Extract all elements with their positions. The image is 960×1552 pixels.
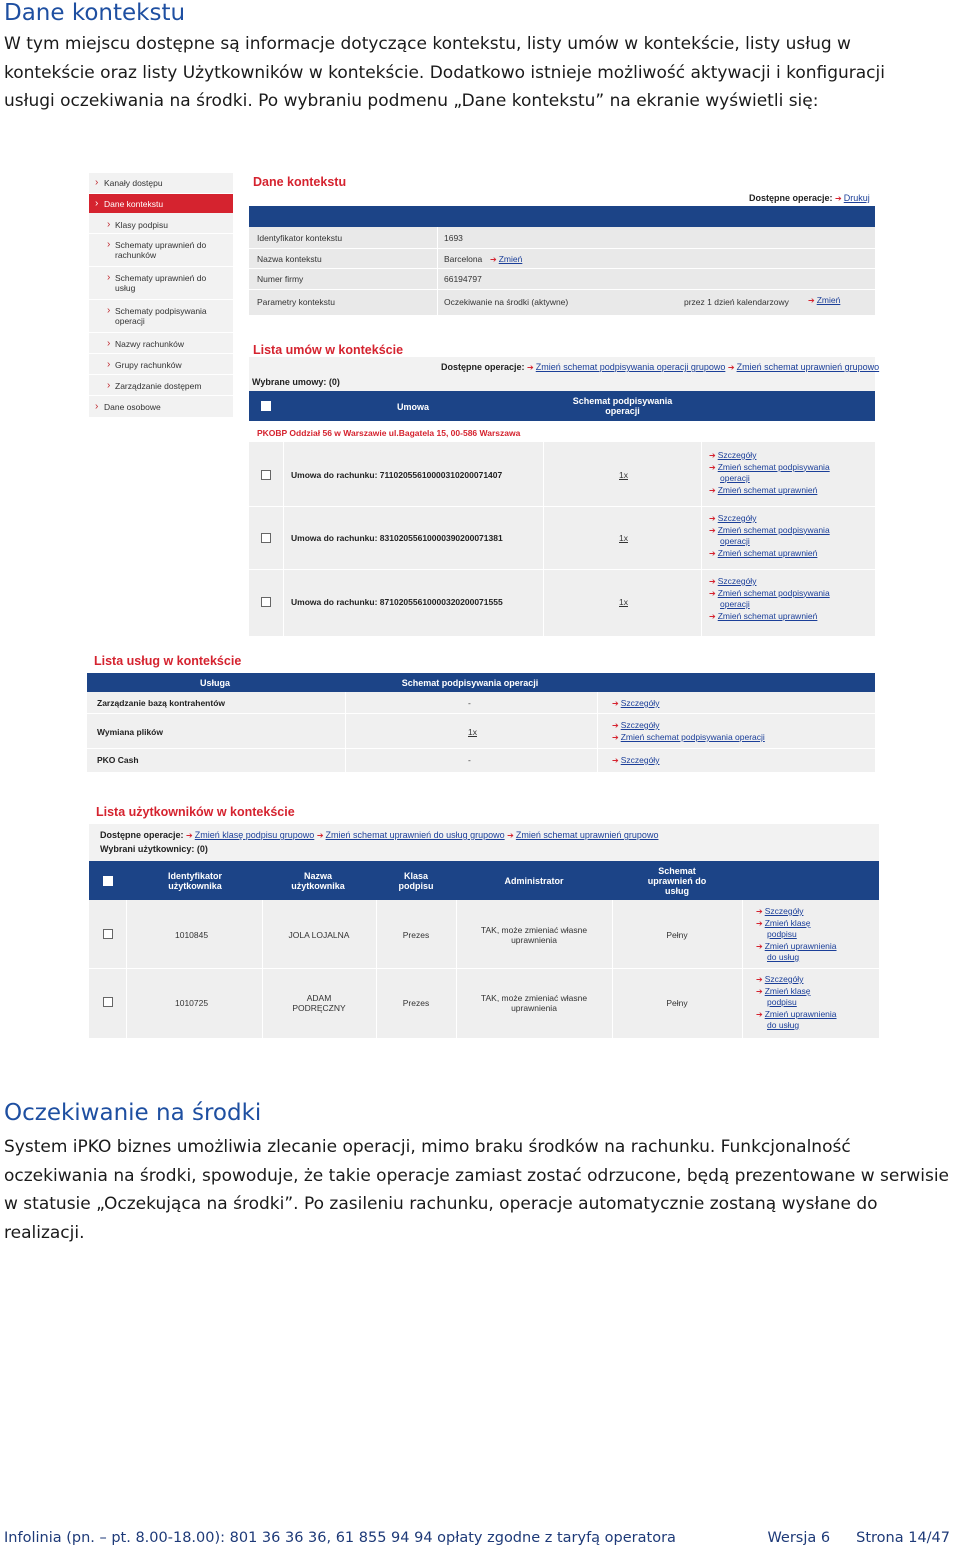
details-link[interactable] bbox=[756, 906, 837, 918]
arrow-icon: ➔ bbox=[316, 831, 324, 840]
arrow-icon: ➔ bbox=[756, 986, 763, 996]
col-header-line: Klasa bbox=[403, 871, 429, 881]
col-header-line: Schemat bbox=[658, 866, 696, 876]
divider bbox=[701, 442, 702, 636]
context-ops bbox=[749, 193, 870, 203]
link-continuation[interactable] bbox=[709, 599, 830, 611]
user-admin bbox=[456, 925, 612, 945]
sidebar-item-schematy-uslug[interactable]: › Schematy uprawnień do usług bbox=[89, 273, 224, 293]
divider bbox=[89, 299, 233, 300]
change-perm-link[interactable] bbox=[709, 611, 830, 623]
arrow-icon: ➔ bbox=[808, 296, 815, 305]
col-header bbox=[130, 871, 260, 891]
details-link[interactable] bbox=[612, 698, 659, 708]
user-class: Prezes bbox=[402, 930, 430, 940]
row-checkbox[interactable] bbox=[261, 597, 271, 607]
service-schema[interactable]: 1x bbox=[468, 727, 477, 737]
divider bbox=[87, 713, 875, 714]
context-title: Dane kontekstu bbox=[253, 175, 347, 189]
change-perm-link[interactable] bbox=[709, 485, 830, 497]
select-all-checkbox[interactable] bbox=[103, 876, 113, 886]
change-sign-link[interactable] bbox=[709, 588, 830, 600]
intro-line: kontekście oraz listy Użytkowników w kontekście. Dodatkowo istnieje możliwość aktywacji i konfiguracji bbox=[4, 62, 885, 83]
arrow-icon: ➔ bbox=[709, 611, 716, 621]
row-checkbox[interactable] bbox=[261, 470, 271, 480]
arrow-icon: ➔ bbox=[612, 733, 619, 742]
ops-label: Dostępne operacje: bbox=[100, 830, 184, 840]
divider bbox=[345, 692, 346, 772]
change-sign-link[interactable] bbox=[612, 732, 765, 742]
col-header: Schemat podpisywania operacji bbox=[401, 678, 539, 688]
context-label: Nazwa kontekstu bbox=[257, 254, 322, 264]
arrow-icon: ➔ bbox=[709, 548, 716, 558]
contract-name: Umowa do rachunku: 83102055610000390200071381 bbox=[291, 533, 503, 543]
users-title: Lista użytkowników w kontekście bbox=[96, 805, 295, 819]
link-text[interactable]: podpisu bbox=[767, 997, 797, 1007]
service-schema: - bbox=[468, 698, 471, 708]
row-actions bbox=[709, 450, 830, 496]
divider bbox=[249, 248, 875, 249]
arrow-icon: ➔ bbox=[709, 451, 716, 460]
change-params-link[interactable] bbox=[808, 295, 840, 305]
arrow-icon: ➔ bbox=[527, 363, 534, 372]
context-value: Oczekiwanie na środki (aktywne) bbox=[444, 297, 569, 307]
change-class-link[interactable] bbox=[756, 918, 837, 930]
change-name-link[interactable] bbox=[490, 254, 522, 264]
arrow-icon: ➔ bbox=[612, 699, 619, 708]
intro-line: usługi oczekiwania na środki. Po wybraniu podmenu „Dane kontekstu” na ekranie wyświetli się: bbox=[4, 91, 819, 111]
arrow-icon: ➔ bbox=[709, 525, 716, 535]
arrow-icon: ➔ bbox=[709, 485, 716, 495]
divider bbox=[89, 395, 233, 396]
arrow-icon: ➔ bbox=[727, 363, 735, 372]
link-text[interactable]: Zmień schemat uprawnień bbox=[717, 484, 818, 495]
name-line: PODRĘCZNY bbox=[292, 1003, 346, 1013]
divider bbox=[126, 900, 127, 1038]
intro-line: W tym miejscu dostępne są informacje dotyczące kontekstu, listy umów w kontekście, listy usług w bbox=[4, 34, 851, 54]
divider bbox=[87, 748, 875, 749]
change-class-link[interactable] bbox=[756, 986, 837, 998]
hotline-info: Infolinia (pn. – pt. 8.00-18.00): 801 36 36 36, 61 855 94 94 opłaty zgodne z taryfą operatora bbox=[4, 1530, 676, 1546]
col-header: Usługa bbox=[199, 678, 230, 688]
link-text[interactable]: Zmień bbox=[498, 254, 523, 264]
select-all-checkbox[interactable] bbox=[261, 401, 271, 411]
divider bbox=[249, 569, 875, 570]
body-line: oczekiwania na środki, spowoduje, że takie operacje zamiast zostać odrzucone, będą prezentowane w serwisie bbox=[4, 1165, 950, 1186]
col-header-line: użytkownika bbox=[291, 881, 345, 891]
version: Wersja 6 bbox=[767, 1530, 831, 1546]
link-text[interactable]: Szczegóły bbox=[620, 698, 660, 708]
divider bbox=[89, 332, 233, 333]
section-heading: Oczekiwanie na środki bbox=[4, 1100, 262, 1126]
link-continuation[interactable] bbox=[756, 1020, 837, 1032]
row-actions bbox=[756, 906, 837, 964]
divider bbox=[742, 900, 743, 1038]
group-sign-link[interactable]: Zmień schemat podpisywania operacji grupowo bbox=[535, 362, 726, 372]
arrow-icon: ➔ bbox=[709, 514, 716, 523]
divider bbox=[89, 353, 233, 354]
col-header bbox=[612, 866, 742, 896]
details-link[interactable] bbox=[612, 755, 659, 765]
link-text[interactable]: podpisu bbox=[767, 929, 797, 939]
group-service-perm-link[interactable]: Zmień schemat uprawnień do usług grupowo bbox=[325, 830, 505, 840]
service-name: Zarządzanie bazą kontrahentów bbox=[97, 698, 225, 708]
body-line: realizacji. bbox=[4, 1222, 85, 1243]
divider bbox=[597, 692, 598, 772]
contract-name: Umowa do rachunku: 87102055610000320200071555 bbox=[291, 597, 503, 607]
details-link[interactable] bbox=[756, 974, 837, 986]
arrow-icon: ➔ bbox=[612, 756, 619, 765]
contracts-title: Lista umów w kontekście bbox=[253, 343, 404, 357]
arrow-icon: ➔ bbox=[186, 831, 193, 840]
link-text[interactable]: Zmień klasę bbox=[764, 917, 811, 928]
link-text[interactable]: Szczegóły bbox=[764, 974, 804, 984]
divider bbox=[89, 968, 879, 969]
context-label: Identyfikator kontekstu bbox=[257, 233, 343, 243]
divider bbox=[612, 900, 613, 1038]
col-header: Administrator bbox=[504, 876, 564, 886]
user-name bbox=[262, 993, 376, 1013]
user-admin bbox=[456, 993, 612, 1013]
link-text[interactable]: Zmień schemat podpisywania bbox=[717, 461, 830, 472]
intro-paragraph bbox=[4, 30, 956, 116]
context-header-bar bbox=[249, 206, 875, 227]
divider bbox=[89, 374, 233, 375]
service-schema: - bbox=[468, 755, 471, 765]
col-header bbox=[262, 871, 374, 891]
link-text[interactable]: Zmień uprawnienia bbox=[764, 940, 837, 951]
sidebar-item-schematy-podpisywania[interactable]: › Schematy podpisywania operacji bbox=[89, 306, 224, 326]
context-value: 1693 bbox=[444, 233, 463, 243]
sidebar-item-klasy[interactable]: › Klasy podpisu bbox=[89, 220, 233, 230]
ops-label: Dostępne operacje: bbox=[749, 193, 833, 203]
link-text[interactable]: do usług bbox=[767, 952, 800, 962]
link-text[interactable]: Zmień schemat podpisywania operacji bbox=[620, 732, 765, 742]
section-heading: Dane kontekstu bbox=[4, 0, 186, 26]
link-text[interactable]: operacji bbox=[720, 536, 750, 546]
link-text[interactable]: Zmień schemat uprawnień bbox=[717, 547, 818, 558]
sidebar-item-dane-osobowe[interactable]: › Dane osobowe bbox=[89, 402, 233, 412]
link-text[interactable]: Szczegóły bbox=[620, 720, 660, 730]
col-header bbox=[545, 396, 700, 416]
body-line: System iPKO biznes umożliwia zlecanie operacji, mimo braku środków na rachunku. Funkcjonalność bbox=[4, 1137, 851, 1157]
link-text[interactable]: do usług bbox=[767, 1020, 800, 1030]
user-id: 1010725 bbox=[175, 998, 209, 1008]
change-sign-link[interactable] bbox=[709, 462, 830, 474]
body-line: w statusie „Oczekująca na środki”. Po zasileniu rachunku, operacje automatycznie zostaną wysłane do bbox=[4, 1194, 878, 1214]
arrow-icon: ➔ bbox=[612, 721, 619, 730]
user-class: Prezes bbox=[402, 998, 430, 1008]
ops-label: Dostępne operacje: bbox=[441, 362, 525, 372]
link-text[interactable]: Zmień uprawnienia bbox=[764, 1008, 837, 1019]
col-header: Umowa bbox=[396, 402, 429, 412]
arrow-icon: ➔ bbox=[507, 831, 514, 840]
row-checkbox[interactable] bbox=[103, 929, 113, 939]
link-text[interactable]: operacji bbox=[720, 473, 750, 483]
col-header-line: uprawnień do bbox=[647, 876, 707, 886]
services-title: Lista usług w kontekście bbox=[94, 654, 242, 668]
col-header-line: Nazwa bbox=[303, 871, 332, 881]
col-header-line: Schemat podpisywania bbox=[572, 396, 673, 406]
col-header-line: usług bbox=[665, 886, 689, 896]
contracts-ops bbox=[441, 362, 879, 372]
change-perm-link[interactable] bbox=[756, 941, 837, 953]
schema-link[interactable]: 1x bbox=[619, 597, 628, 607]
link-continuation[interactable] bbox=[756, 952, 837, 964]
divider bbox=[437, 227, 438, 315]
col-header-line: operacji bbox=[605, 406, 640, 416]
link-text[interactable]: Zmień klasę bbox=[764, 985, 811, 996]
user-id: 1010845 bbox=[175, 930, 209, 940]
divider bbox=[456, 900, 457, 1038]
sidebar-item-grupy[interactable]: › Grupy rachunków bbox=[89, 360, 233, 370]
row-actions bbox=[756, 974, 837, 1032]
group-perm-link[interactable]: Zmień schemat uprawnień grupowo bbox=[515, 830, 659, 840]
row-actions bbox=[709, 513, 830, 559]
divider bbox=[89, 233, 233, 234]
col-header-line: podpisu bbox=[398, 881, 434, 891]
change-perm-link[interactable] bbox=[709, 548, 830, 560]
arrow-icon: ➔ bbox=[709, 588, 716, 598]
link-text[interactable]: Szczegóły bbox=[717, 450, 757, 460]
group-label: PKOBP Oddział 56 w Warszawie ul.Bagatela 15, 00-586 Warszawa bbox=[257, 428, 521, 438]
details-link[interactable] bbox=[709, 576, 830, 588]
sidebar bbox=[89, 173, 233, 417]
sidebar-item-dane-kontekstu[interactable]: › Dane kontekstu bbox=[89, 194, 233, 213]
contract-name: Umowa do rachunku: 71102055610000310200071407 bbox=[291, 470, 503, 480]
contracts-selected: Wybrane umowy: (0) bbox=[252, 377, 340, 387]
print-link[interactable]: Drukuj bbox=[843, 193, 870, 203]
users-selected: Wybrani użytkownicy: (0) bbox=[100, 844, 208, 854]
sidebar-item-schematy-rachunkow[interactable]: › Schematy uprawnień do rachunków bbox=[89, 240, 229, 260]
arrow-icon: ➔ bbox=[835, 194, 842, 203]
user-schema: Pełny bbox=[666, 930, 688, 940]
arrow-icon: ➔ bbox=[756, 1009, 763, 1019]
details-link[interactable] bbox=[709, 450, 830, 462]
name-line: ADAM bbox=[306, 993, 332, 1003]
link-text[interactable]: Szczegóły bbox=[764, 906, 804, 916]
admin-line: uprawnienia bbox=[511, 1003, 557, 1013]
link-text[interactable]: operacji bbox=[720, 599, 750, 609]
user-schema: Pełny bbox=[666, 998, 688, 1008]
sidebar-item-nazwy[interactable]: › Nazwy rachunków bbox=[89, 339, 233, 349]
service-name: Wymiana plików bbox=[97, 727, 163, 737]
link-continuation[interactable] bbox=[709, 473, 830, 485]
context-value: Barcelona bbox=[444, 254, 483, 264]
context-extra: przez 1 dzień kalendarzowy bbox=[684, 297, 789, 307]
details-link[interactable] bbox=[612, 720, 659, 730]
divider bbox=[249, 289, 875, 290]
schema-link[interactable]: 1x bbox=[619, 533, 628, 543]
context-label: Numer firmy bbox=[257, 274, 304, 284]
context-value: 66194797 bbox=[444, 274, 482, 284]
row-checkbox[interactable] bbox=[103, 997, 113, 1007]
link-text[interactable]: Szczegóły bbox=[620, 755, 660, 765]
col-header-line: Identyfikator bbox=[167, 871, 222, 881]
row-actions bbox=[709, 576, 830, 622]
context-label: Parametry kontekstu bbox=[257, 297, 335, 307]
admin-line: TAK, może zmieniać własne bbox=[480, 993, 588, 1003]
divider bbox=[376, 900, 377, 1038]
body-paragraph bbox=[4, 1133, 956, 1247]
divider bbox=[89, 266, 233, 267]
change-sign-link[interactable] bbox=[709, 525, 830, 537]
divider bbox=[249, 268, 875, 269]
col-header-line: użytkownika bbox=[168, 881, 222, 891]
link-text[interactable]: Zmień schemat podpisywania bbox=[717, 524, 830, 535]
arrow-icon: ➔ bbox=[756, 907, 763, 916]
divider bbox=[262, 900, 263, 1038]
user-name: JOLA LOJALNA bbox=[288, 930, 350, 940]
arrow-icon: ➔ bbox=[756, 941, 763, 951]
divider bbox=[283, 442, 284, 636]
details-link[interactable] bbox=[709, 513, 830, 525]
page-number: Strona 14/47 bbox=[856, 1530, 950, 1546]
link-continuation[interactable] bbox=[756, 997, 837, 1009]
group-perm-link[interactable]: Zmień schemat uprawnień grupowo bbox=[736, 362, 880, 372]
arrow-icon: ➔ bbox=[709, 462, 716, 472]
divider bbox=[249, 506, 875, 507]
col-header bbox=[376, 871, 456, 891]
link-text[interactable]: Zmień bbox=[816, 295, 841, 305]
arrow-icon: ➔ bbox=[709, 577, 716, 586]
arrow-icon: ➔ bbox=[756, 918, 763, 928]
group-class-link[interactable]: Zmień klasę podpisu grupowo bbox=[194, 830, 315, 840]
arrow-icon: ➔ bbox=[490, 255, 497, 264]
link-continuation[interactable] bbox=[756, 929, 837, 941]
users-ops bbox=[100, 830, 658, 840]
link-text[interactable]: Zmień schemat podpisywania bbox=[717, 587, 830, 598]
page-footer bbox=[4, 1530, 950, 1546]
sidebar-item-kanaly[interactable]: › Kanały dostępu bbox=[89, 178, 233, 188]
link-text[interactable]: Szczegóły bbox=[717, 513, 757, 523]
admin-line: TAK, może zmieniać własne bbox=[480, 925, 588, 935]
change-perm-link[interactable] bbox=[756, 1009, 837, 1021]
schema-link[interactable]: 1x bbox=[619, 470, 628, 480]
link-text[interactable]: Zmień schemat uprawnień bbox=[717, 610, 818, 621]
service-name: PKO Cash bbox=[97, 755, 139, 765]
link-continuation[interactable] bbox=[709, 536, 830, 548]
divider bbox=[543, 442, 544, 636]
row-checkbox[interactable] bbox=[261, 533, 271, 543]
sidebar-item-zarzadzanie[interactable]: › Zarządzanie dostępem bbox=[89, 381, 233, 391]
admin-line: uprawnienia bbox=[511, 935, 557, 945]
arrow-icon: ➔ bbox=[756, 975, 763, 984]
link-text[interactable]: Szczegóły bbox=[717, 576, 757, 586]
